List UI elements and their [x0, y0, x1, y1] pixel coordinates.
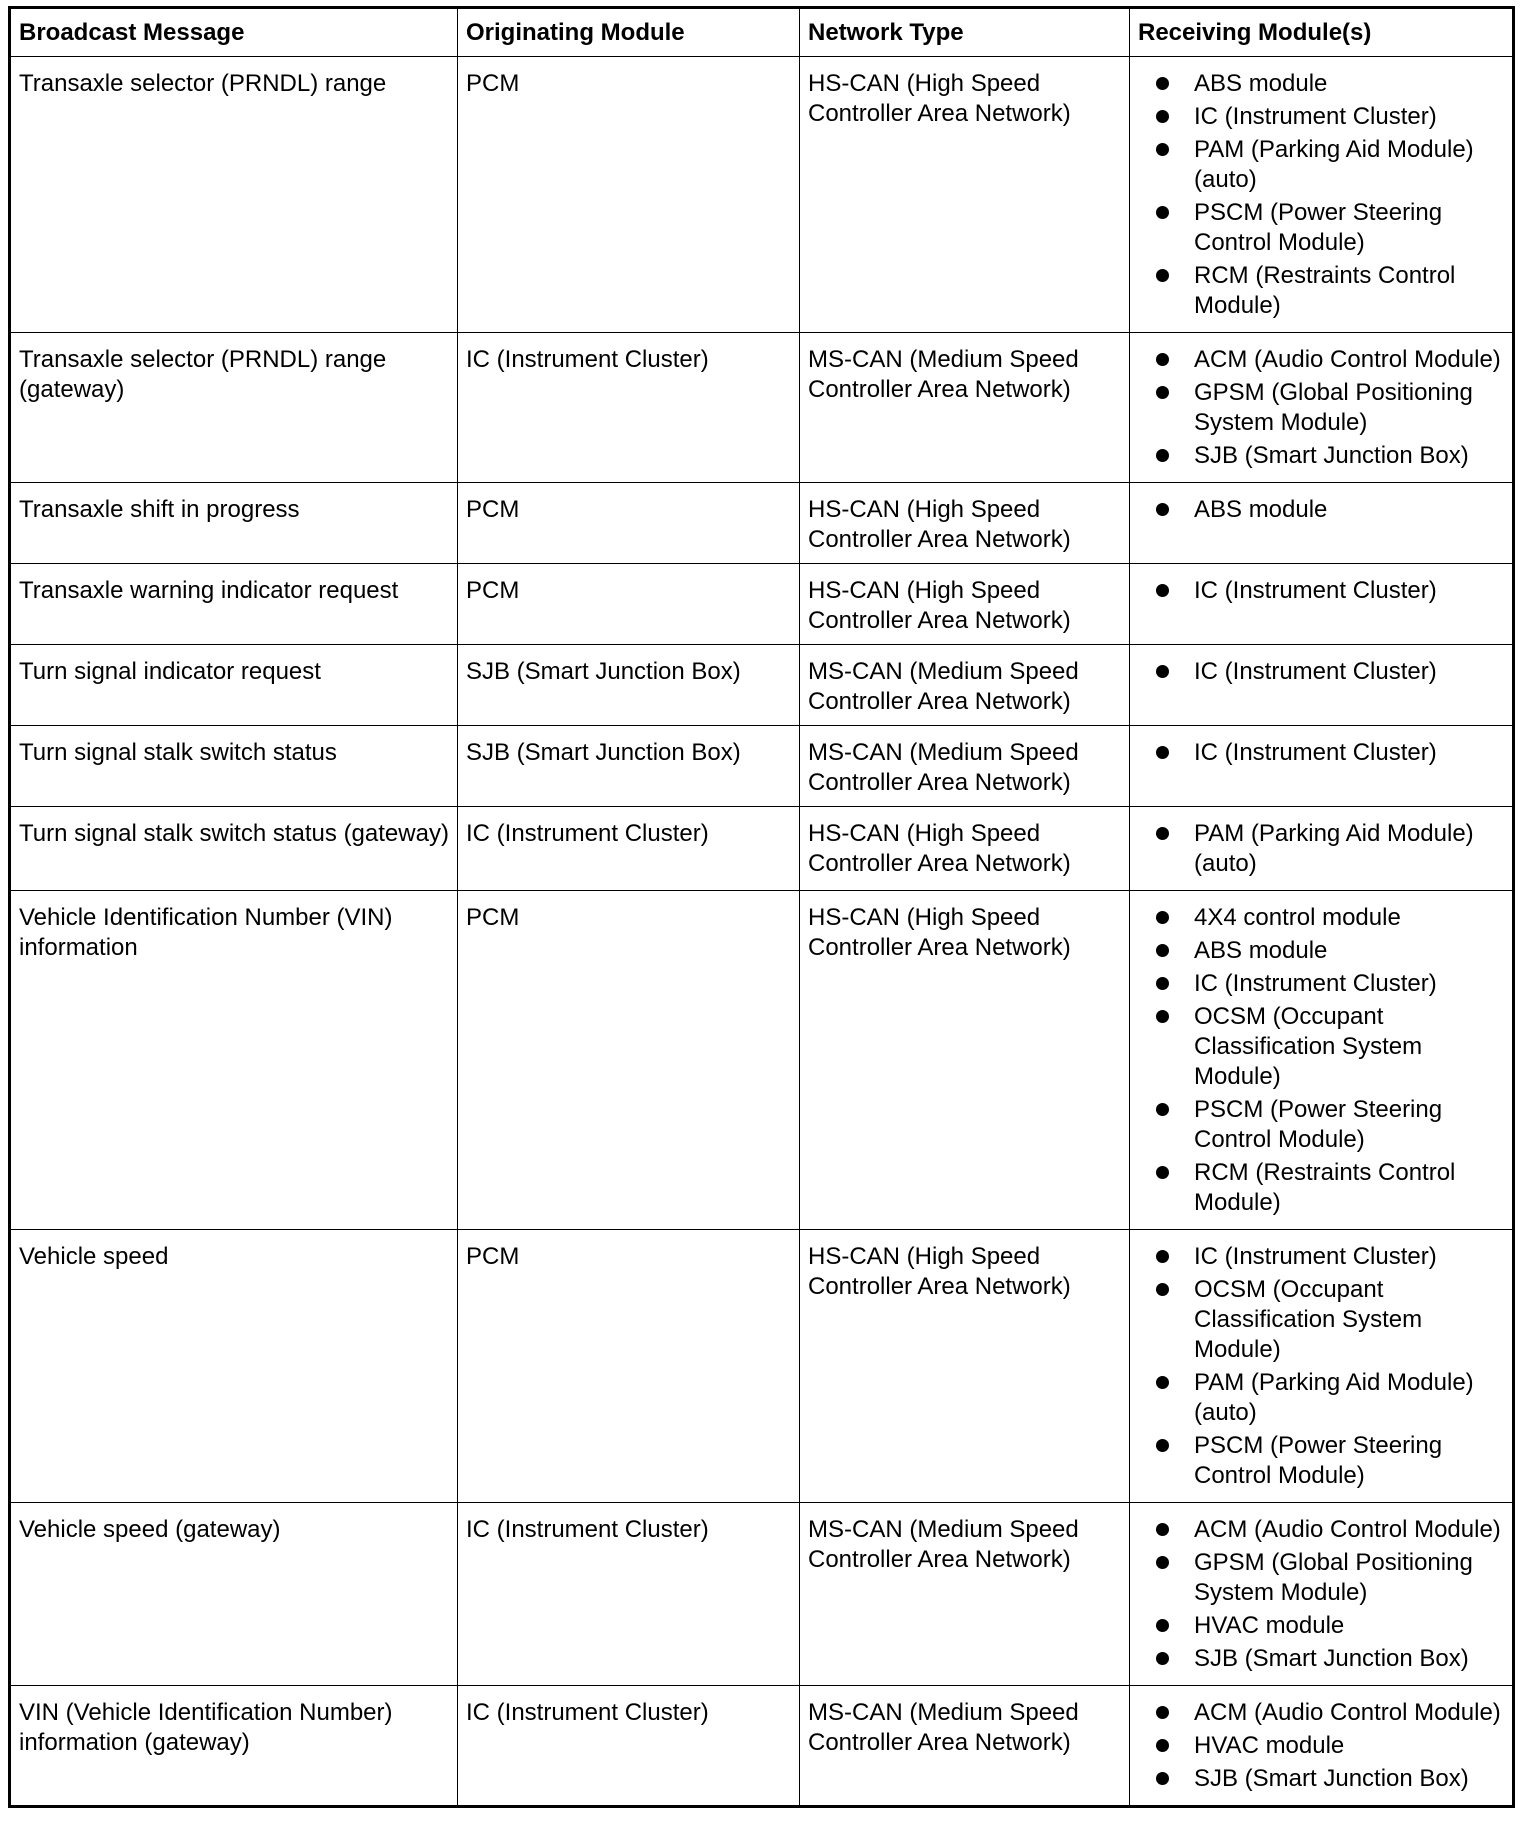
receiving-module-item: GPSM (Global Positioning System Module) — [1155, 1548, 1504, 1608]
receiving-modules-cell — [1130, 57, 1514, 333]
receiving-module-item: IC (Instrument Cluster) — [1155, 969, 1504, 999]
originating-module-cell: IC (Instrument Cluster) — [458, 1503, 800, 1686]
network-type-cell: HS-CAN (High Speed Controller Area Network) — [800, 57, 1130, 333]
broadcast-message-cell: Turn signal stalk switch status (gateway) — [10, 807, 458, 891]
table-row — [10, 483, 1514, 564]
originating-module-cell: IC (Instrument Cluster) — [458, 333, 800, 483]
receiving-module-item: 4X4 control module — [1155, 903, 1504, 933]
receiving-module-item: IC (Instrument Cluster) — [1155, 102, 1504, 132]
table-body — [10, 57, 1514, 1807]
header-broadcast-message: Broadcast Message — [10, 8, 458, 57]
network-type-cell: HS-CAN (High Speed Controller Area Network) — [800, 891, 1130, 1230]
receiving-module-item: ABS module — [1155, 495, 1504, 525]
broadcast-message-cell: Transaxle selector (PRNDL) range — [10, 57, 458, 333]
originating-module-cell: PCM — [458, 483, 800, 564]
receiving-module-list — [1138, 1515, 1504, 1674]
receiving-modules-cell — [1130, 726, 1514, 807]
receiving-module-list — [1138, 903, 1504, 1218]
receiving-module-item: SJB (Smart Junction Box) — [1155, 441, 1504, 471]
receiving-module-item: RCM (Restraints Control Module) — [1155, 1158, 1504, 1218]
receiving-module-item: PAM (Parking Aid Module) (auto) — [1155, 819, 1504, 879]
broadcast-message-cell: Transaxle selector (PRNDL) range (gateway) — [10, 333, 458, 483]
header-network-type: Network Type — [800, 8, 1130, 57]
broadcast-message-cell: Transaxle warning indicator request — [10, 564, 458, 645]
receiving-modules-cell — [1130, 891, 1514, 1230]
broadcast-message-cell: Turn signal stalk switch status — [10, 726, 458, 807]
receiving-module-list — [1138, 738, 1504, 768]
originating-module-cell: PCM — [458, 891, 800, 1230]
receiving-module-item: OCSM (Occupant Classification System Module) — [1155, 1002, 1504, 1092]
receiving-module-item: ACM (Audio Control Module) — [1155, 1698, 1504, 1728]
receiving-module-item: PAM (Parking Aid Module) (auto) — [1155, 1368, 1504, 1428]
receiving-module-list — [1138, 819, 1504, 879]
table-row — [10, 726, 1514, 807]
receiving-modules-cell — [1130, 1686, 1514, 1807]
receiving-module-item: PSCM (Power Steering Control Module) — [1155, 1095, 1504, 1155]
receiving-module-item: IC (Instrument Cluster) — [1155, 576, 1504, 606]
table-row — [10, 333, 1514, 483]
header-originating-module: Originating Module — [458, 8, 800, 57]
network-type-cell: HS-CAN (High Speed Controller Area Network) — [800, 564, 1130, 645]
receiving-module-item: IC (Instrument Cluster) — [1155, 657, 1504, 687]
table-header-row — [10, 8, 1514, 57]
originating-module-cell: PCM — [458, 564, 800, 645]
broadcast-message-cell: Vehicle Identification Number (VIN) information — [10, 891, 458, 1230]
broadcast-message-table — [8, 6, 1515, 1808]
receiving-module-list — [1138, 576, 1504, 606]
originating-module-cell: SJB (Smart Junction Box) — [458, 726, 800, 807]
receiving-module-item: IC (Instrument Cluster) — [1155, 738, 1504, 768]
table-row — [10, 1230, 1514, 1503]
originating-module-cell: IC (Instrument Cluster) — [458, 1686, 800, 1807]
table-row — [10, 891, 1514, 1230]
network-type-cell: MS-CAN (Medium Speed Controller Area Network) — [800, 1503, 1130, 1686]
receiving-module-item: ABS module — [1155, 69, 1504, 99]
receiving-module-item: ACM (Audio Control Module) — [1155, 1515, 1504, 1545]
receiving-module-list — [1138, 495, 1504, 525]
receiving-modules-cell — [1130, 1503, 1514, 1686]
receiving-module-list — [1138, 1698, 1504, 1794]
broadcast-message-cell: Vehicle speed — [10, 1230, 458, 1503]
receiving-modules-cell — [1130, 645, 1514, 726]
receiving-modules-cell — [1130, 564, 1514, 645]
receiving-module-item: ACM (Audio Control Module) — [1155, 345, 1504, 375]
receiving-module-list — [1138, 69, 1504, 321]
receiving-module-item: HVAC module — [1155, 1731, 1504, 1761]
originating-module-cell: IC (Instrument Cluster) — [458, 807, 800, 891]
receiving-modules-cell — [1130, 807, 1514, 891]
receiving-module-item: OCSM (Occupant Classification System Module) — [1155, 1275, 1504, 1365]
network-type-cell: MS-CAN (Medium Speed Controller Area Network) — [800, 726, 1130, 807]
receiving-module-item: ABS module — [1155, 936, 1504, 966]
originating-module-cell: SJB (Smart Junction Box) — [458, 645, 800, 726]
originating-module-cell: PCM — [458, 1230, 800, 1503]
receiving-module-list — [1138, 657, 1504, 687]
originating-module-cell: PCM — [458, 57, 800, 333]
broadcast-message-cell: Transaxle shift in progress — [10, 483, 458, 564]
receiving-module-item: RCM (Restraints Control Module) — [1155, 261, 1504, 321]
network-type-cell: HS-CAN (High Speed Controller Area Network) — [800, 1230, 1130, 1503]
receiving-module-item: PAM (Parking Aid Module) (auto) — [1155, 135, 1504, 195]
header-receiving-modules: Receiving Module(s) — [1130, 8, 1514, 57]
receiving-module-item: IC (Instrument Cluster) — [1155, 1242, 1504, 1272]
table-row — [10, 564, 1514, 645]
table-row — [10, 1503, 1514, 1686]
network-type-cell: MS-CAN (Medium Speed Controller Area Network) — [800, 333, 1130, 483]
receiving-module-item: SJB (Smart Junction Box) — [1155, 1764, 1504, 1794]
network-type-cell: HS-CAN (High Speed Controller Area Network) — [800, 807, 1130, 891]
network-type-cell: MS-CAN (Medium Speed Controller Area Network) — [800, 1686, 1130, 1807]
network-type-cell: HS-CAN (High Speed Controller Area Network) — [800, 483, 1130, 564]
table-row — [10, 1686, 1514, 1807]
receiving-module-list — [1138, 345, 1504, 471]
receiving-modules-cell — [1130, 483, 1514, 564]
receiving-module-item: PSCM (Power Steering Control Module) — [1155, 198, 1504, 258]
broadcast-message-cell: Vehicle speed (gateway) — [10, 1503, 458, 1686]
broadcast-message-cell: Turn signal indicator request — [10, 645, 458, 726]
receiving-module-item: PSCM (Power Steering Control Module) — [1155, 1431, 1504, 1491]
receiving-module-item: GPSM (Global Positioning System Module) — [1155, 378, 1504, 438]
network-type-cell: MS-CAN (Medium Speed Controller Area Network) — [800, 645, 1130, 726]
receiving-module-item: SJB (Smart Junction Box) — [1155, 1644, 1504, 1674]
receiving-module-item: HVAC module — [1155, 1611, 1504, 1641]
receiving-modules-cell — [1130, 333, 1514, 483]
receiving-module-list — [1138, 1242, 1504, 1491]
broadcast-message-cell: VIN (Vehicle Identification Number) information (gateway) — [10, 1686, 458, 1807]
receiving-modules-cell — [1130, 1230, 1514, 1503]
table-row — [10, 807, 1514, 891]
table-row — [10, 57, 1514, 333]
table-row — [10, 645, 1514, 726]
